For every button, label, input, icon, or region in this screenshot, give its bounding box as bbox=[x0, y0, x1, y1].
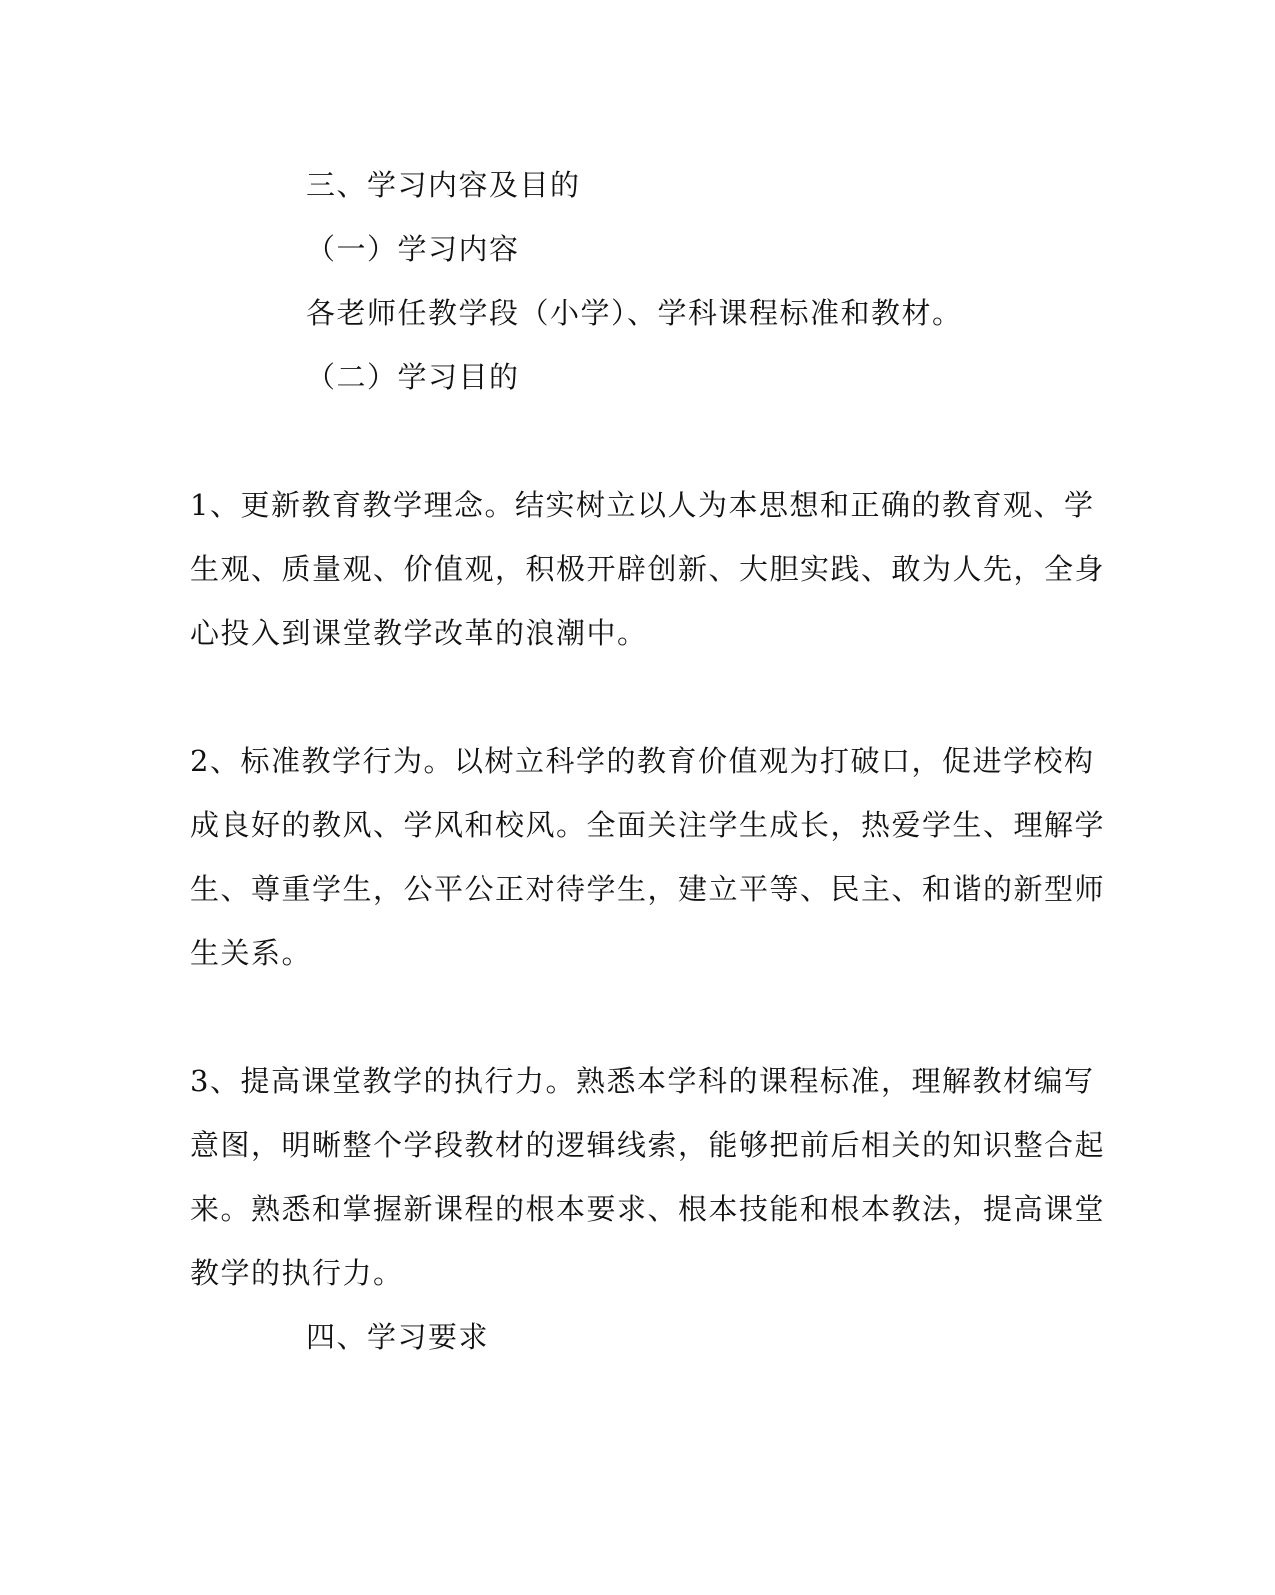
section-heading-4: 四、学习要求 bbox=[306, 1320, 490, 1354]
item1-line2: 生观、质量观、价值观，积极开辟创新、大胆实践、敢为人先，全身 bbox=[190, 552, 1106, 586]
item2-line4: 生关系。 bbox=[190, 936, 313, 970]
subheading-learning-goals: （二）学习目的 bbox=[306, 360, 520, 394]
item2-line2: 成良好的教风、学风和校风。全面关注学生成长，热爱学生、理解学 bbox=[190, 808, 1106, 842]
item3-line4: 教学的执行力。 bbox=[190, 1256, 404, 1290]
item3-line1: 3、提高课堂教学的执行力。熟悉本学科的课程标准，理解教材编写 bbox=[190, 1064, 1095, 1098]
section-heading-3: 三、学习内容及目的 bbox=[306, 168, 581, 202]
item1-line3: 心投入到课堂教学改革的浪潮中。 bbox=[190, 616, 648, 650]
item2-line1: 2、标准教学行为。以树立科学的教育价值观为打破口，促进学校构 bbox=[190, 744, 1095, 778]
subheading-learning-content: （一）学习内容 bbox=[306, 232, 520, 266]
learning-content-text: 各老师任教学段（小学）、学科课程标准和教材。 bbox=[306, 296, 963, 330]
item3-line2: 意图，明晰整个学段教材的逻辑线索，能够把前后相关的知识整合起 bbox=[190, 1128, 1106, 1162]
item2-line3: 生、尊重学生，公平公正对待学生，建立平等、民主、和谐的新型师 bbox=[190, 872, 1106, 906]
item1-line1: 1、更新教育教学理念。结实树立以人为本思想和正确的教育观、学 bbox=[190, 488, 1095, 522]
item3-line3: 来。熟悉和掌握新课程的根本要求、根本技能和根本教法，提高课堂 bbox=[190, 1192, 1106, 1226]
